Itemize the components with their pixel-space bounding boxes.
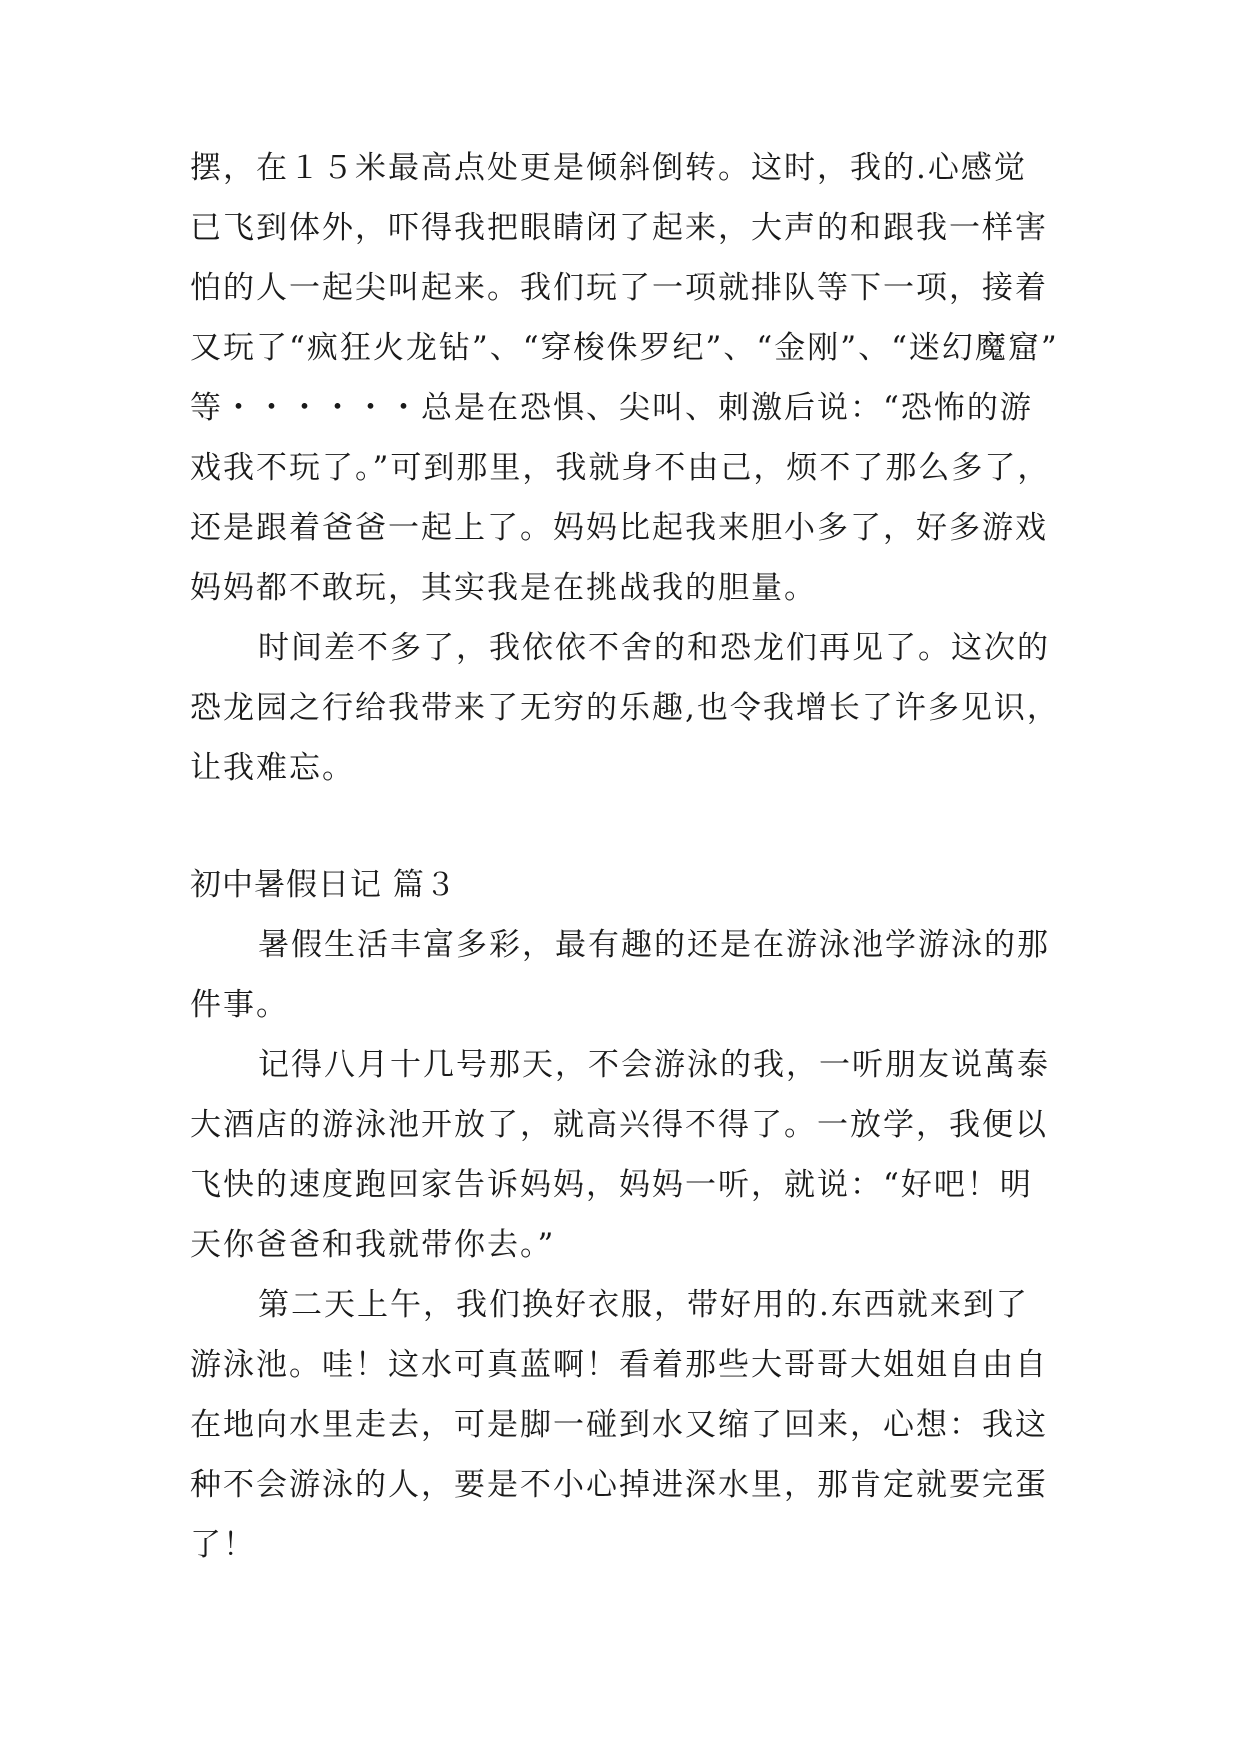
- text-line: 妈妈都不敢玩，其实我是在挑战我的胆量。: [190, 570, 817, 606]
- text-line: 在地向水里走去，可是脚一碰到水又缩了回来，心想：我这: [190, 1407, 1048, 1443]
- text-line: 种不会游泳的人，要是不小心掉进深水里，那肯定就要完蛋: [190, 1467, 1048, 1503]
- text-line: 件事。: [190, 987, 289, 1023]
- text-line: 又玩了“疯狂火龙钻”、“穿梭侏罗纪”、“金刚”、“迷幻魔窟”: [190, 330, 1059, 366]
- text-line: 已飞到体外，吓得我把眼睛闭了起来，大声的和跟我一样害: [190, 210, 1048, 246]
- text-line: 大酒店的游泳池开放了，就高兴得不得了。一放学，我便以: [190, 1107, 1048, 1143]
- paragraph-closing: [190, 618, 1060, 798]
- text-line: 戏我不玩了。”可到那里，我就身不由己，烦不了那么多了，: [190, 450, 1051, 486]
- text-line: 等・・・・・・总是在恐惧、尖叫、刺激后说：“恐怖的游: [190, 390, 1033, 426]
- text-line: 让我难忘。: [190, 750, 355, 786]
- paragraph-pool: [190, 1275, 1060, 1575]
- text-line: 恐龙园之行给我带来了无穷的乐趣,也令我增长了许多见识，: [190, 690, 1060, 726]
- text-line: 暑假生活丰富多彩，最有趣的还是在游泳池学游泳的那: [258, 927, 1050, 963]
- text-line: 第二天上午，我们换好衣服，带好用的.东西就来到了: [258, 1287, 1029, 1323]
- text-line: 飞快的速度跑回家告诉妈妈，妈妈一听，就说：“好吧！明: [190, 1167, 1033, 1203]
- text-line: 游泳池。哇！这水可真蓝啊！看着那些大哥哥大姐姐自由自: [190, 1347, 1048, 1383]
- paragraph-continued: [190, 138, 1060, 618]
- text-line: 了！: [190, 1527, 256, 1563]
- text-line: 还是跟着爸爸一起上了。妈妈比起我来胆小多了，好多游戏: [190, 510, 1048, 546]
- section-heading: 初中暑假日记 篇３: [190, 867, 457, 903]
- paragraph-intro: [190, 915, 1060, 1035]
- text-line: 摆，在１５米最高点处更是倾斜倒转。这时，我的.心感觉: [190, 150, 1027, 186]
- text-line: 天你爸爸和我就带你去。”: [190, 1227, 556, 1263]
- text-line: 怕的人一起尖叫起来。我们玩了一项就排队等下一项，接着: [190, 270, 1048, 306]
- paragraph-memory: [190, 1035, 1060, 1275]
- text-line: 时间差不多了，我依依不舍的和恐龙们再见了。这次的: [258, 630, 1050, 666]
- text-line: 记得八月十几号那天，不会游泳的我，一听朋友说萬泰: [258, 1047, 1050, 1083]
